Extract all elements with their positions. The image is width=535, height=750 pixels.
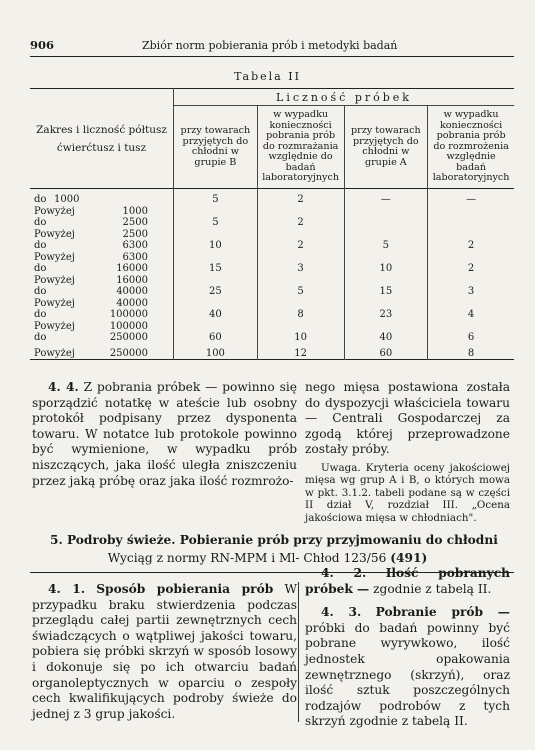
running-title: Zbiór norm pobierania prób i metodyki badań [142,39,398,52]
value-cell: 5 [257,274,344,297]
section-4-4-left [32,380,297,489]
value-cell: 40 [174,297,258,320]
page-number: 906 [30,38,55,52]
section-number: 4. 4. [48,380,79,394]
value-cell: 15 [344,274,428,297]
value-cell [428,205,514,228]
value-cell: 60 [174,320,258,343]
column-header-a: przy towarach przyjętych do chłodni w grupie A [344,106,428,189]
value-cell: 10 [344,251,428,274]
section-5-2 [305,566,510,730]
range-cell: Powyżej 2500 do 6300 [34,229,148,251]
value-cell: 2 [428,228,514,251]
note-paragraph [305,462,510,524]
table-row [30,205,514,228]
section-4-4-right [305,380,510,524]
value-cell: 10 [257,320,344,343]
value-cell: 3 [257,251,344,274]
table-row [30,274,514,297]
value-cell: 23 [344,297,428,320]
section-number: 4. 1. [48,582,86,596]
value-cell: 15 [174,251,258,274]
value-cell: 60 [344,343,428,360]
section-5-1 [32,582,297,722]
note-text: Kryteria oceny jakościowej mięsa wg grup A i B, o których mowa w pkt. 3.1.2. tabeli podane są w części II dział V, rozdział III. „Ocena jakościowa mięsa w chłodniach". [305,461,510,524]
table-row [30,343,514,360]
value-cell [344,205,428,228]
value-cell: 6 [428,320,514,343]
table-caption: Tabela II [234,70,301,83]
sample-size-table [30,88,514,360]
column-header-b: przy towarach przyjętych do chłodni w grupie B [174,106,258,189]
value-cell: 2 [257,205,344,228]
value-cell: 5 [174,189,258,206]
group-header: Liczność próbek [174,89,514,106]
section-text: Z pobrania próbek — powinno się sporządzić notatkę w ateście lub osobny protokół podpisany przez dysponenta towaru. W notatce lub protokole powinno być wymienione, w wypadku prób niszczących, jaka ilość uległa zniszczeniu przez jaką próbę oraz jaka ilość rozmrożo- [32,380,297,488]
range-cell: Powyżej 100000 do 250000 [34,321,148,343]
table-row [30,297,514,320]
range-cell: Powyżej 250000 [34,348,148,359]
value-cell: 8 [257,297,344,320]
value-cell: 4 [428,297,514,320]
range-cell: do 1000 [34,194,80,205]
value-cell: 100 [174,343,258,360]
section-text-continued: nego mięsa postawiona została do dyspozycji właściciela towaru — Centrali Gospodarczej za zgodą której przeprowadzone zostały próby. [305,380,510,457]
table-row [30,189,514,206]
section-heading: Sposób pobierania prób [96,582,274,596]
range-cell: Powyżej 1000 do 2500 [34,206,148,228]
column-divider [298,582,299,722]
range-cell: Powyżej 40000 do 100000 [34,298,148,320]
value-cell: 5 [344,228,428,251]
range-cell: Powyżej 6300 do 16000 [34,252,148,274]
section-text: próbki do badań powinny być pobrane wyrywkowo, ilość jednostek opakowania zewnętrznego (skrzyń), oraz ilość sztuk poszczególnych rodzajów podrobów z tych skrzyń zgodnie z tabelą II. [305,620,510,729]
section-heading: Ilość pobranych próbek — [305,566,510,596]
value-cell: 2 [428,251,514,274]
section-number: 4. 3. [321,605,362,620]
value-cell: 12 [257,343,344,360]
table-row [30,320,514,343]
section-text: W przypadku braku stwierdzenia podczas przeglądu całej partii zewnętrznych cech świadczących o wątpliwej jakości towaru, pobiera się próbki skrzyń w sposób losowy i dokonuje się po ich otwarciu badań organoleptycznych w oparciu o zespoły cech kwalifikujących podroby świeże do jednej z 3 grup jakości. [32,582,297,721]
value-cell: 3 [428,274,514,297]
column-header-a-lab: w wypadku konieczności pobrania prób do rozmrożenia względnie badań laboratoryjnych [428,106,514,189]
value-cell: 40 [344,320,428,343]
table-row [30,251,514,274]
note-label: Uwaga. [321,461,361,474]
section-heading: Pobranie prób — [375,605,510,620]
subtitle-text: Wyciąg z normy RN-MPM i Ml- Chłod 123/56 [107,551,387,565]
section-5-title: 5. Podroby świeże. Pobieranie prób przy przyjmowaniu do chłodni [50,533,498,547]
value-cell: 8 [428,343,514,360]
value-cell: — [344,189,428,206]
table-row [30,228,514,251]
section-number: 4. 2. [321,566,367,580]
value-cell: 2 [257,228,344,251]
column-header-b-lab: w wypadku konieczności pobrania prób do rozmrażania względnie do badań laboratoryjnych [257,106,344,189]
header-rule [30,56,514,57]
value-cell: 5 [174,205,258,228]
value-cell: 2 [257,189,344,206]
value-cell: 25 [174,274,258,297]
range-column-header: Zakres i liczność półtusz ćwierćtusz i tusz [36,123,167,154]
section-5-subtitle [0,551,535,565]
section-text: zgodnie z tabelą II. [373,581,492,596]
value-cell: 10 [174,228,258,251]
range-cell: Powyżej 16000 do 40000 [34,275,148,297]
subtitle-ref: (491) [390,551,428,565]
value-cell: — [428,189,514,206]
